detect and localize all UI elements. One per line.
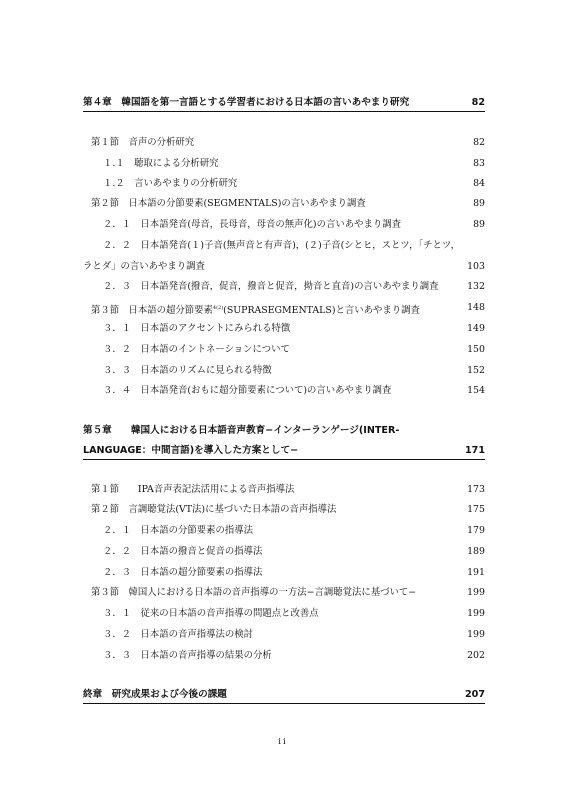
page-number: 199: [467, 587, 485, 598]
chapter-title: 第５章 韓国人における日本語音声教育−インターランゲージ(INTER-: [83, 425, 400, 436]
page-number: 179: [467, 525, 485, 536]
page-number: 199: [467, 629, 485, 640]
entry-text: ３．４ 日本語発音(おもに超分節要素について)の言いあやまり調査: [103, 385, 392, 396]
page-number: 199: [467, 608, 485, 619]
toc-entry-continuation: [83, 259, 485, 275]
page-number: 191: [467, 567, 485, 578]
entry-text: ２．１ 日本語発音(母音，長母音，母音の無声化)の言いあやまり調査: [103, 219, 401, 230]
toc-entry-subsection: [83, 217, 485, 233]
toc-entry-subsection: [83, 321, 485, 337]
entry-text: 第２節 日本語の分節要素(SEGMENTALS)の言いあやまり調査: [91, 198, 366, 209]
entry-text: ２．１ 日本語の分節要素の指導法: [103, 525, 254, 536]
entry-text: ２．３ 日本語の超分節要素の指導法: [103, 567, 263, 578]
page-number: 84: [473, 178, 485, 189]
page-number: 202: [467, 650, 485, 661]
entry-text: 第３節 韓国人における日本語の音声指導の一方法−言調聴覚法に基づいて−: [91, 587, 417, 598]
page-number: 82: [473, 137, 485, 148]
page-number: 89: [473, 198, 485, 209]
entry-text: ３．３ 日本語の音声指導の結果の分析: [103, 650, 272, 661]
entry-text: ３．１ 日本語のアクセントにみられる特徴: [103, 323, 291, 334]
toc-entry-subsection: [83, 627, 485, 643]
toc-entry-subsection: [83, 648, 485, 664]
toc-entry-subsection: [83, 156, 485, 172]
toc-entry-subsection: [83, 606, 485, 622]
toc-entry-subsection: [83, 238, 485, 254]
page-number: 148: [467, 302, 485, 313]
chapter-5-heading-line2: [83, 443, 485, 460]
toc-entry-section: [83, 300, 485, 316]
toc-entry-subsection: [83, 342, 485, 358]
entry-text: [91, 300, 420, 319]
entry-text: １.２ 言いあやまりの分析研究: [103, 178, 238, 189]
toc-entry-subsection: [83, 363, 485, 379]
entry-text: ３．３ 日本語のリズムに見られる特徴: [103, 365, 272, 376]
chapter-title: LANGUAGE：中間言語)を導入した方案として−: [83, 445, 299, 456]
page-number: 154: [467, 385, 485, 396]
page-number: 82: [471, 97, 485, 108]
toc-entry-section: [83, 502, 485, 518]
entry-text: ３．１ 従来の日本語の音声指導の問題点と改善点: [103, 608, 319, 619]
footnote-ref: 4(2): [212, 305, 224, 311]
page-number: 150: [467, 344, 485, 355]
page-number: 173: [467, 484, 485, 495]
entry-text-rest: (SUPRASEGMENTALS)と言いあやまり調査: [223, 305, 420, 316]
entry-text: 第２節 言調聴覚法(VT法)に基づいた日本語の音声指導法: [91, 504, 337, 515]
entry-text: 第１節 音声の分析研究: [91, 137, 195, 148]
toc-entry-subsection: [83, 544, 485, 560]
toc-entry-section: [83, 135, 485, 151]
page-number: 103: [467, 261, 485, 272]
entry-text: 第１節 IPA音声表記法活用による音声指導法: [91, 484, 295, 495]
chapter-title: 終章 研究成果および今後の課題: [83, 689, 227, 700]
toc-entry-section: [83, 585, 485, 601]
page-number: 175: [467, 504, 485, 515]
page-number: 207: [464, 689, 485, 700]
toc-entry-subsection: [83, 279, 485, 295]
page-footer-number: ii: [278, 737, 288, 747]
page-number: 83: [473, 158, 485, 169]
page-number: 171: [464, 445, 485, 456]
entry-text: ２．２ 日本語発音(１)子音(無声音と有声音)，(２)子音(シとヒ，スとツ，「チとツ，: [103, 240, 461, 251]
entry-text: ２．２ 日本語の撥音と促音の指導法: [103, 546, 263, 557]
toc-entry-subsection: [83, 565, 485, 581]
final-chapter-heading: [83, 687, 485, 704]
toc-entry-section: [83, 196, 485, 212]
page-number: 132: [467, 281, 485, 292]
entry-text-main: 第３節 日本語の超分節要素: [91, 305, 213, 316]
page-number: 189: [467, 546, 485, 557]
entry-text: ラとダ」の言いあやまり調査: [83, 261, 205, 272]
page-number: 152: [467, 365, 485, 376]
entry-text: ３．２ 日本語の音声指導法の検討: [103, 629, 254, 640]
chapter-title: 第４章 韓国語を第一言語とする学習者における日本語の言いあやまり研究: [83, 97, 410, 108]
entry-text: ２．３ 日本語発音(撥音，促音，撥音と促音，拗音と直音)の言いあやまり調査: [103, 281, 439, 292]
page-number: 89: [473, 219, 485, 230]
toc-entry-subsection: [83, 383, 485, 399]
chapter-4-heading: [83, 95, 485, 112]
entry-text: ３．２ 日本語のイントネーションについて: [103, 344, 290, 355]
toc-entry-subsection: [83, 176, 485, 192]
page-number: 149: [467, 323, 485, 334]
toc-entry-subsection: [83, 523, 485, 539]
entry-text: １.１ 聴取による分析研究: [103, 158, 219, 169]
toc-entry-section: [83, 482, 485, 498]
chapter-5-heading-line1: [83, 423, 485, 439]
